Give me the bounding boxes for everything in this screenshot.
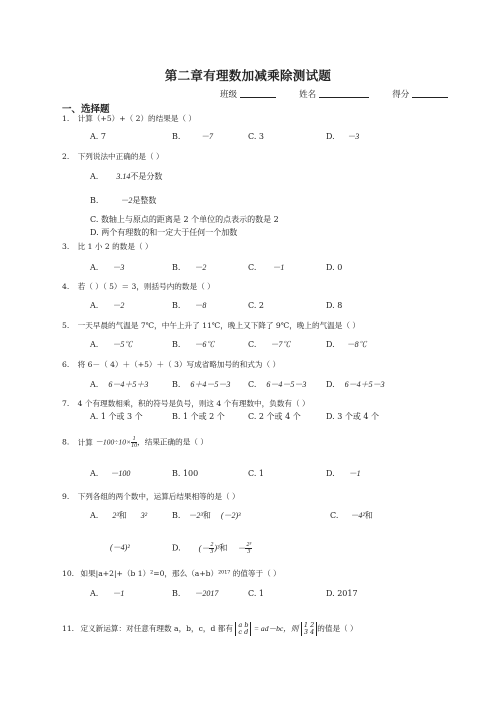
question-3 (62, 243, 153, 251)
score-label: 得分 (392, 90, 410, 100)
q2-option-c: C. 数轴上与原点的距离是 2 个单位的点表示的数是 2 (90, 215, 279, 224)
definition-formula: = ad－bc，则 (253, 623, 299, 633)
class-blank (240, 88, 276, 98)
question-number: 8. (62, 437, 70, 447)
q2-option-a: A. 3.14不是分数 (90, 172, 163, 181)
q10-option-c: C. 1 (248, 589, 265, 598)
score-blank (412, 88, 448, 98)
q1-option-b: B. －7 (172, 132, 213, 141)
question-number: 9. (62, 492, 70, 501)
question-text: 下列说法中正确的是（ ） (77, 152, 164, 161)
q5-option-a: A. －5℃ (90, 340, 133, 349)
question-text: 4 个有理数相乘，积的符号是负号，则这 4 个有理数中，负数有（ ） (77, 399, 310, 408)
q3-option-a: A. －3 (90, 263, 125, 272)
q10-option-b: B. －2017 (172, 589, 219, 598)
question-number: 5. (62, 321, 70, 330)
q10-option-a: A. －1 (90, 589, 125, 598)
question-8 (62, 436, 208, 449)
math-expression: －100÷10× (95, 437, 132, 447)
q3-option-d: D. 0 (326, 263, 343, 272)
q6-option-c: C. 6－4－5－3 (248, 380, 307, 389)
q5-option-d: D. －8℃ (326, 340, 367, 349)
question-number: 10. (62, 569, 75, 578)
question-text: 定义新运算：对任意有理数 a，b，c，d 都有 (80, 623, 233, 633)
q1-option-d: D. －3 (326, 132, 360, 141)
q7-option-d: D. 3 个或 4 个 (326, 412, 380, 421)
question-number: 3. (62, 242, 70, 251)
question-10 (62, 570, 281, 578)
fraction: $\frac{\text{2³}}{3}$ (246, 542, 252, 555)
q9-option-a: A. 2³和 3² (90, 511, 148, 520)
question-text: 比 1 小 2 的数是（ ） (77, 242, 153, 251)
question-text: 计算 (77, 437, 93, 447)
name-blank (319, 88, 369, 98)
q8-option-a: A. －100 (90, 469, 131, 478)
q2-option-b: B. －2是整数 (90, 196, 157, 205)
question-text: 下列各组的两个数中，运算后结果相等的是（ ） (77, 492, 240, 501)
class-label: 班级 (220, 90, 238, 100)
question-number: 7. (62, 399, 70, 408)
question-number: 1. (62, 114, 70, 123)
question-9 (62, 493, 240, 501)
q6-option-a: A. 6－4＋5＋3 (90, 380, 149, 389)
q4-option-c: C. 2 (248, 301, 265, 310)
q7-option-c: C. 2 个或 4 个 (248, 412, 301, 421)
q3-option-b: B. －2 (172, 263, 207, 272)
q6-option-d: D. 6－4＋5－3 (326, 380, 385, 389)
page-title: 第二章有理数加减乘除测试题 (164, 68, 332, 83)
q7-option-b: B. 1 个或 2 个 (172, 412, 225, 421)
q5-option-b: B. －6℃ (172, 340, 215, 349)
name-label: 姓名 (299, 90, 317, 100)
q2-option-d: D. 两个有理数的和一定大于任何一个加数 (90, 228, 238, 237)
question-4 (62, 283, 215, 291)
question-2 (62, 153, 164, 161)
question-number: 6. (62, 360, 70, 369)
q1-option-a: A. 7 (90, 132, 106, 141)
section-heading: 一、选择题 (62, 104, 110, 115)
question-11 (62, 622, 358, 636)
q8-option-d: D. －1 (326, 469, 361, 478)
student-info (220, 88, 448, 100)
question-text-end: ，结果正确的是（ ） (137, 437, 208, 447)
question-number: 4. (62, 282, 70, 291)
question-text-end: 的值是（ ） (317, 623, 358, 633)
fraction: $\frac{2}{3}$ (210, 542, 214, 555)
q1-option-c: C. 3 (248, 132, 265, 141)
question-6 (62, 361, 280, 369)
q9-option-c: C. －4²和 (330, 511, 373, 520)
q3-option-c: C. －1 (248, 263, 285, 272)
question-text: 将 6－（ 4）＋（+5）＋（ 3）写成省略加号的和式为（ ） (77, 360, 281, 369)
question-text: 如果|a+2|+（b 1）²=0，那么（a+b）²⁰¹⁷ 的值等于（ ） (80, 569, 281, 578)
question-text: 若（ ）（ 5）＝ 3，则括号内的数是（ ） (77, 282, 215, 291)
q8-option-c: C. 1 (248, 469, 265, 478)
q4-option-d: D. 8 (326, 301, 343, 310)
question-number: 11. (62, 623, 75, 633)
question-1 (62, 115, 196, 123)
q4-option-b: B. －8 (172, 301, 207, 310)
determinant-definition: a b c d (235, 622, 251, 636)
determinant-question: 1 2 3 4 (301, 622, 317, 636)
question-7 (62, 400, 310, 408)
q10-option-d: D. 2017 (326, 589, 358, 598)
q8-option-b: B. 100 (172, 469, 199, 478)
question-text: 一天早晨的气温是 7℃，中午上升了 11℃，晚上又下降了 9℃，晚上的气温是（ ） (77, 321, 360, 330)
q9-option-c-continued: (－4)² (110, 543, 130, 552)
q4-option-a: A. －2 (90, 301, 125, 310)
q7-option-a: A. 1 个或 3 个 (90, 412, 143, 421)
q9-option-b: B. －2³和 (－2)³ (172, 511, 241, 520)
question-number: 2. (62, 152, 70, 161)
q9-option-d: D. (－ $\frac{2}{3}$ )³和 － $\frac{\text{2³}}{3}$ (172, 542, 252, 555)
q5-option-c: C. －7℃ (248, 340, 291, 349)
fraction: $\frac{1}{10}$ (131, 436, 138, 449)
question-text: 计算（+5）+（ 2）的结果是（ ） (77, 114, 197, 123)
q6-option-b: B. 6＋4－5－3 (172, 380, 231, 389)
question-5 (62, 322, 360, 330)
